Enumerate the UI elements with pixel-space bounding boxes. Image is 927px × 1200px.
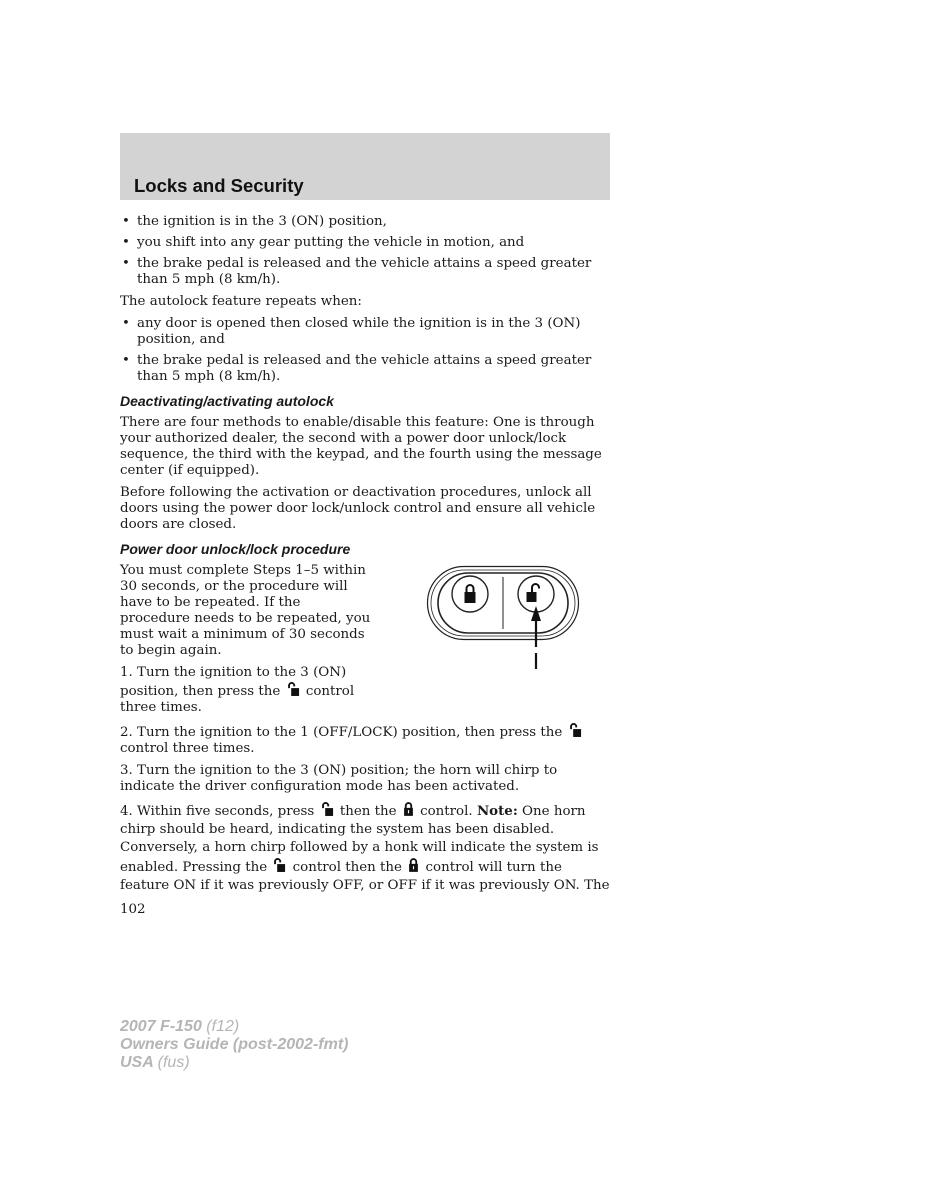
step-1 [120,665,372,716]
step-text: One horn chirp should be heard, indicating the system has been disabled. Conversely, a horn chirp followed by a honk will indicate the system is enabled. Pressing the [120,804,599,875]
page-number: 102 [120,902,146,917]
list-item: • any door is opened then closed while the ignition is in the 3 (ON) position, and [120,316,612,348]
footer [120,1018,348,1072]
unlock-icon [569,722,582,738]
list-item: • the brake pedal is released and the vehicle attains a speed greater than 5 mph (8 km/h). [120,353,612,385]
footer-line-3 [120,1054,348,1072]
footer-line-2: Owners Guide (post-2002-fmt) [120,1036,349,1053]
header-band [120,133,610,200]
door-lock-switch-illustration [426,565,580,670]
step-text: control will turn the feature ON if it was previously OFF, or OFF if it was previously ON. The [120,860,610,893]
footer-model-code: (f12) [206,1018,240,1035]
lock-icon [403,801,414,817]
note-label: Note: [476,803,518,819]
unlock-icon [527,584,540,602]
footer-model: 2007 F-150 [120,1018,202,1035]
step-text: control. [420,804,473,819]
step-3: 3. Turn the ignition to the 3 (ON) position; the horn will chirp to indicate the driver configuration mode has been activated. [120,763,558,794]
section-heading-procedure: Power door unlock/lock procedure [120,541,351,557]
paragraph: Before following the activation or deactivation procedures, unlock all doors using the power door lock/unlock control and ensure all vehicle doors are closed. [120,485,596,532]
step-text: 1. Turn the ignition to the 3 (ON) position, then press the [120,665,347,699]
page-body [120,214,612,901]
paragraph: There are four methods to enable/disable this feature: One is through your authorized dealer, the second with a power door unlock/lock sequence, the third with the keypad, and the fourth using the message center (if equipped). [120,415,602,478]
step-text: control three times. [120,741,255,756]
step-text: 4. Within five seconds, press [120,804,315,819]
step-text: then the [339,804,397,819]
list-item: • the brake pedal is released and the vehicle attains a speed greater than 5 mph (8 km/h). [120,256,612,288]
step-text: control three times. [120,684,355,715]
bullet-list-repeat-conditions [120,316,612,385]
procedure-intro: You must complete Steps 1–5 within 30 seconds, or the procedure will have to be repeated. If the procedure needs to be repeated, you must wait a minimum of 30 seconds to begin again. [120,563,371,658]
lock-icon [408,857,419,873]
bullet-list-autolock-conditions [120,214,612,288]
footer-line-1 [120,1018,348,1036]
step-4 [120,801,612,895]
step-text: control then the [292,860,402,875]
repeat-intro: The autolock feature repeats when: [120,294,362,309]
unlock-icon [273,857,286,873]
unlock-icon [287,681,300,697]
footer-market: USA [120,1054,154,1071]
page-title: Locks and Security [134,175,304,196]
unlock-icon [321,801,334,817]
list-item: • the ignition is in the 3 (ON) position, [120,214,612,230]
lock-icon [465,585,476,603]
step-2 [120,722,612,757]
arrow-indicator [531,606,541,669]
footer-market-code: (fus) [157,1054,190,1071]
section-heading-autolock: Deactivating/activating autolock [120,393,334,409]
step-text: 2. Turn the ignition to the 1 (OFF/LOCK) position, then press the [120,725,563,740]
list-item: • you shift into any gear putting the vehicle in motion, and [120,235,612,251]
